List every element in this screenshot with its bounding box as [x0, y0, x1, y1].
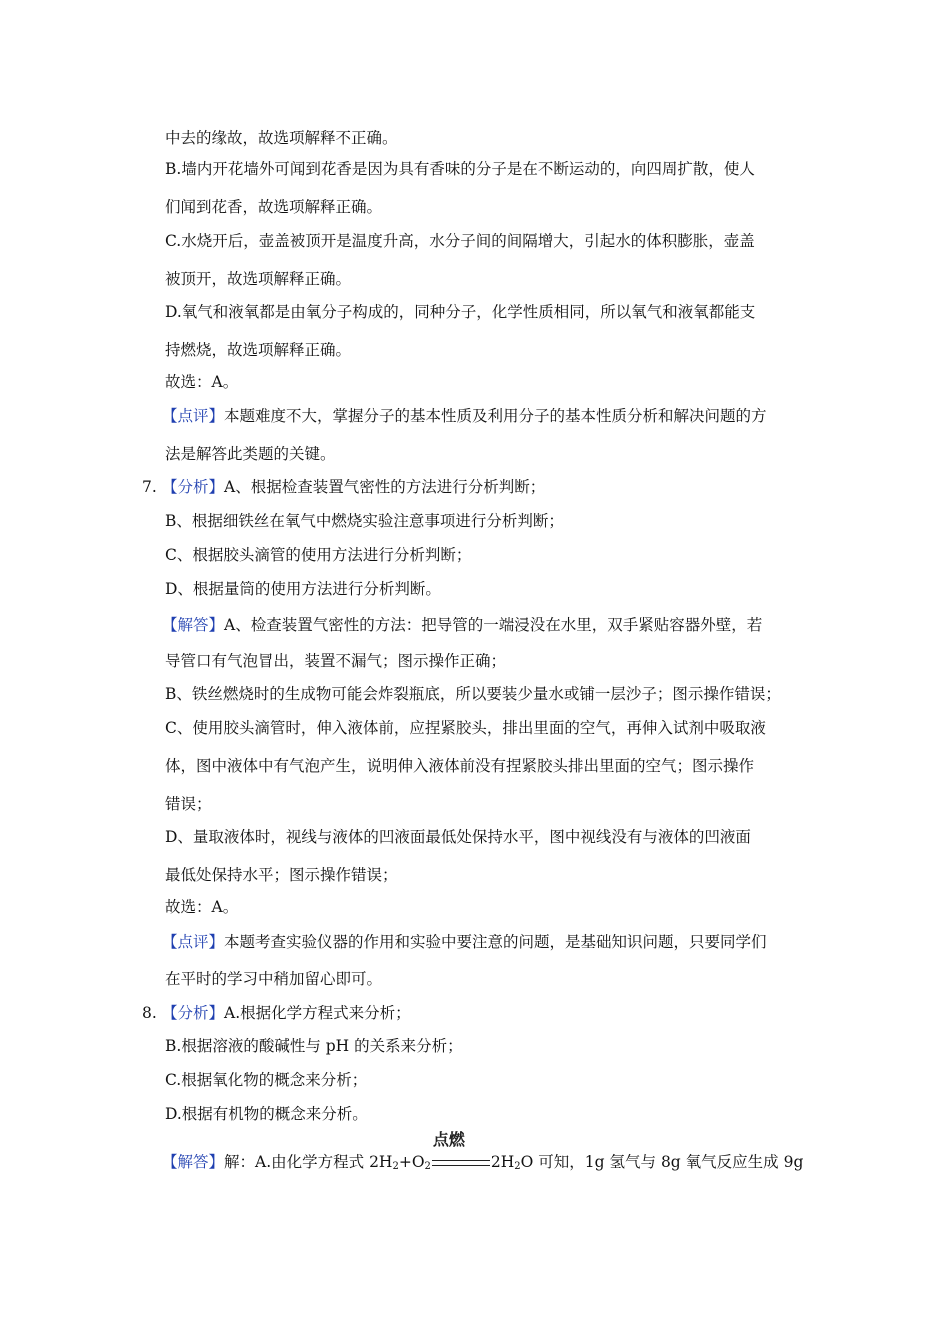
question-number: 7.: [142, 478, 157, 496]
answer-line: [162, 615, 762, 635]
comment-tag: 【点评】: [162, 933, 225, 951]
text-line: 最低处保持水平；图示操作错误；: [165, 866, 398, 884]
analysis-tag: 【分析】: [162, 1004, 225, 1022]
answer-tag: 【解答】: [162, 616, 225, 634]
reaction-condition: 点燃: [432, 1130, 465, 1149]
analysis-line: [162, 477, 545, 497]
text-line: 故选：A。: [165, 898, 239, 916]
text-line: 中去的缘故，故选项解释不正确。: [165, 129, 398, 147]
answer-text: 解：A.由化学方程式 2H: [224, 1153, 393, 1171]
answer-text: A、检查装置气密性的方法：把导管的一端浸没在水里，双手紧贴容器外壁，若: [224, 616, 763, 634]
text-line: 法是解答此类题的关键。: [165, 445, 336, 463]
answer-tag: 【解答】: [162, 1153, 225, 1171]
answer-text: +O: [398, 1153, 425, 1171]
answer-text: 2H: [490, 1153, 515, 1171]
answer-text: O 可知，1g 氢气与 8g 氧气反应生成 9g: [520, 1153, 804, 1171]
text-line: C.水烧开后，壶盖被顶开是温度升高，水分子间的间隔增大，引起水的体积膨胀，壶盖: [165, 232, 755, 250]
text-line: 错误；: [165, 795, 212, 813]
comment-line: [162, 406, 767, 426]
comment-line: [162, 932, 767, 952]
text-line: B、根据细铁丝在氧气中燃烧实验注意事项进行分析判断；: [165, 512, 564, 530]
text-line: 在平时的学习中稍加留心即可。: [165, 970, 383, 988]
text-line: D.氧气和液氧都是由氧分子构成的，同种分子，化学性质相同，所以氧气和液氧都能支: [165, 303, 756, 321]
analysis-line: [162, 1003, 411, 1023]
text-line: D.根据有机物的概念来分析。: [165, 1105, 368, 1123]
text-line: D、量取液体时，视线与液体的凹液面最低处保持水平，图中视线没有与液体的凹液面: [165, 828, 751, 846]
analysis-text: A.根据化学方程式来分析；: [224, 1004, 411, 1022]
subscript: 2: [514, 1161, 521, 1172]
comment-text: 本题难度不大，掌握分子的基本性质及利用分子的基本性质分析和解决问题的方: [224, 407, 767, 425]
subscript: 2: [424, 1161, 431, 1172]
reaction-arrow: [431, 1130, 491, 1172]
comment-tag: 【点评】: [162, 407, 225, 425]
equals-bar: [432, 1160, 490, 1166]
comment-text: 本题考查实验仪器的作用和实验中要注意的问题，是基础知识问题，只要同学们: [224, 933, 767, 951]
text-line: 们闻到花香，故选项解释正确。: [165, 198, 383, 216]
text-line: 被顶开，故选项解释正确。: [165, 270, 352, 288]
text-line: 体，图中液体中有气泡产生，说明伸入液体前没有捏紧胶头排出里面的空气；图示操作: [165, 757, 755, 775]
text-line: 导管口有气泡冒出，装置不漏气；图示操作正确；: [165, 652, 507, 670]
text-line: 故选：A。: [165, 373, 239, 391]
text-line: D、根据量筒的使用方法进行分析判断。: [165, 580, 441, 598]
analysis-tag: 【分析】: [162, 478, 225, 496]
text-line: C、根据胶头滴管的使用方法进行分析判断；: [165, 546, 472, 564]
text-line: C.根据氧化物的概念来分析；: [165, 1071, 368, 1089]
analysis-text: A、根据检查装置气密性的方法进行分析判断；: [224, 478, 546, 496]
text-line: B.根据溶液的酸碱性与 pH 的关系来分析；: [165, 1037, 463, 1055]
text-line: B.墙内开花墙外可闻到花香是因为具有香味的分子是在不断运动的，向四周扩散，使人: [165, 160, 755, 178]
text-line: B、铁丝燃烧时的生成物可能会炸裂瓶底，所以要装少量水或铺一层沙子；图示操作错误；: [165, 685, 781, 703]
text-line: C、使用胶头滴管时，伸入液体前，应捏紧胶头，排出里面的空气，再伸入试剂中吸取液: [165, 719, 766, 737]
answer-line: [162, 1130, 804, 1177]
text-line: 持燃烧，故选项解释正确。: [165, 341, 352, 359]
subscript: 2: [392, 1161, 399, 1172]
question-number: 8.: [142, 1004, 157, 1022]
